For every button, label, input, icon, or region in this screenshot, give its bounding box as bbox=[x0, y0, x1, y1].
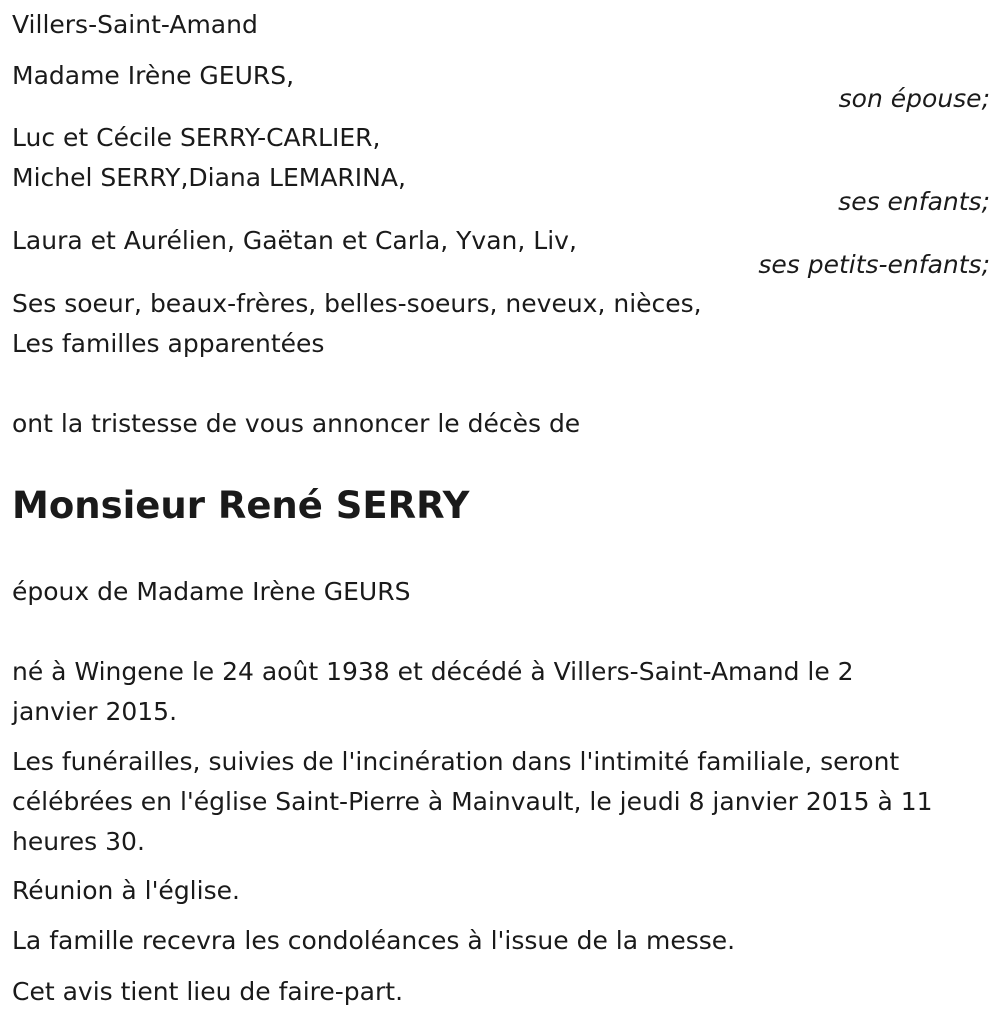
spouse-role: son épouse; bbox=[838, 84, 990, 113]
funeral-line-1: Les funérailles, suivies de l'incinération dans l'intimité familiale, seront bbox=[12, 747, 900, 776]
relatives-line-1: Ses soeur, beaux-frères, belles-soeurs, neveux, nièces, bbox=[12, 289, 702, 318]
notice-line: Cet avis tient lieu de faire-part. bbox=[12, 977, 404, 1006]
spouse-of-line: époux de Madame Irène GEURS bbox=[12, 577, 411, 606]
birth-death-line-2: janvier 2015. bbox=[12, 697, 178, 726]
deceased-name: Monsieur René SERRY bbox=[12, 484, 470, 527]
grandchildren-role: ses petits-enfants; bbox=[758, 250, 990, 279]
meeting-line: Réunion à l'église. bbox=[12, 876, 240, 905]
condolences-line: La famille recevra les condoléances à l'issue de la messe. bbox=[12, 926, 736, 955]
grandchildren-line: Laura et Aurélien, Gaëtan et Carla, Yvan, Liv, bbox=[12, 226, 577, 255]
funeral-line-2: célébrées en l'église Saint-Pierre à Mainvault, le jeudi 8 janvier 2015 à 11 bbox=[12, 787, 933, 816]
location-line: Villers-Saint-Amand bbox=[12, 10, 258, 39]
relatives-line-2: Les familles apparentées bbox=[12, 329, 325, 358]
announcement-line: ont la tristesse de vous annoncer le décès de bbox=[12, 409, 581, 438]
children-line-2: Michel SERRY,Diana LEMARINA, bbox=[12, 163, 406, 192]
children-line-1: Luc et Cécile SERRY-CARLIER, bbox=[12, 123, 381, 152]
spouse-line: Madame Irène GEURS, bbox=[12, 61, 295, 90]
funeral-line-3: heures 30. bbox=[12, 827, 145, 856]
birth-death-line-1: né à Wingene le 24 août 1938 et décédé à Villers-Saint-Amand le 2 bbox=[12, 657, 854, 686]
children-role: ses enfants; bbox=[838, 187, 990, 216]
